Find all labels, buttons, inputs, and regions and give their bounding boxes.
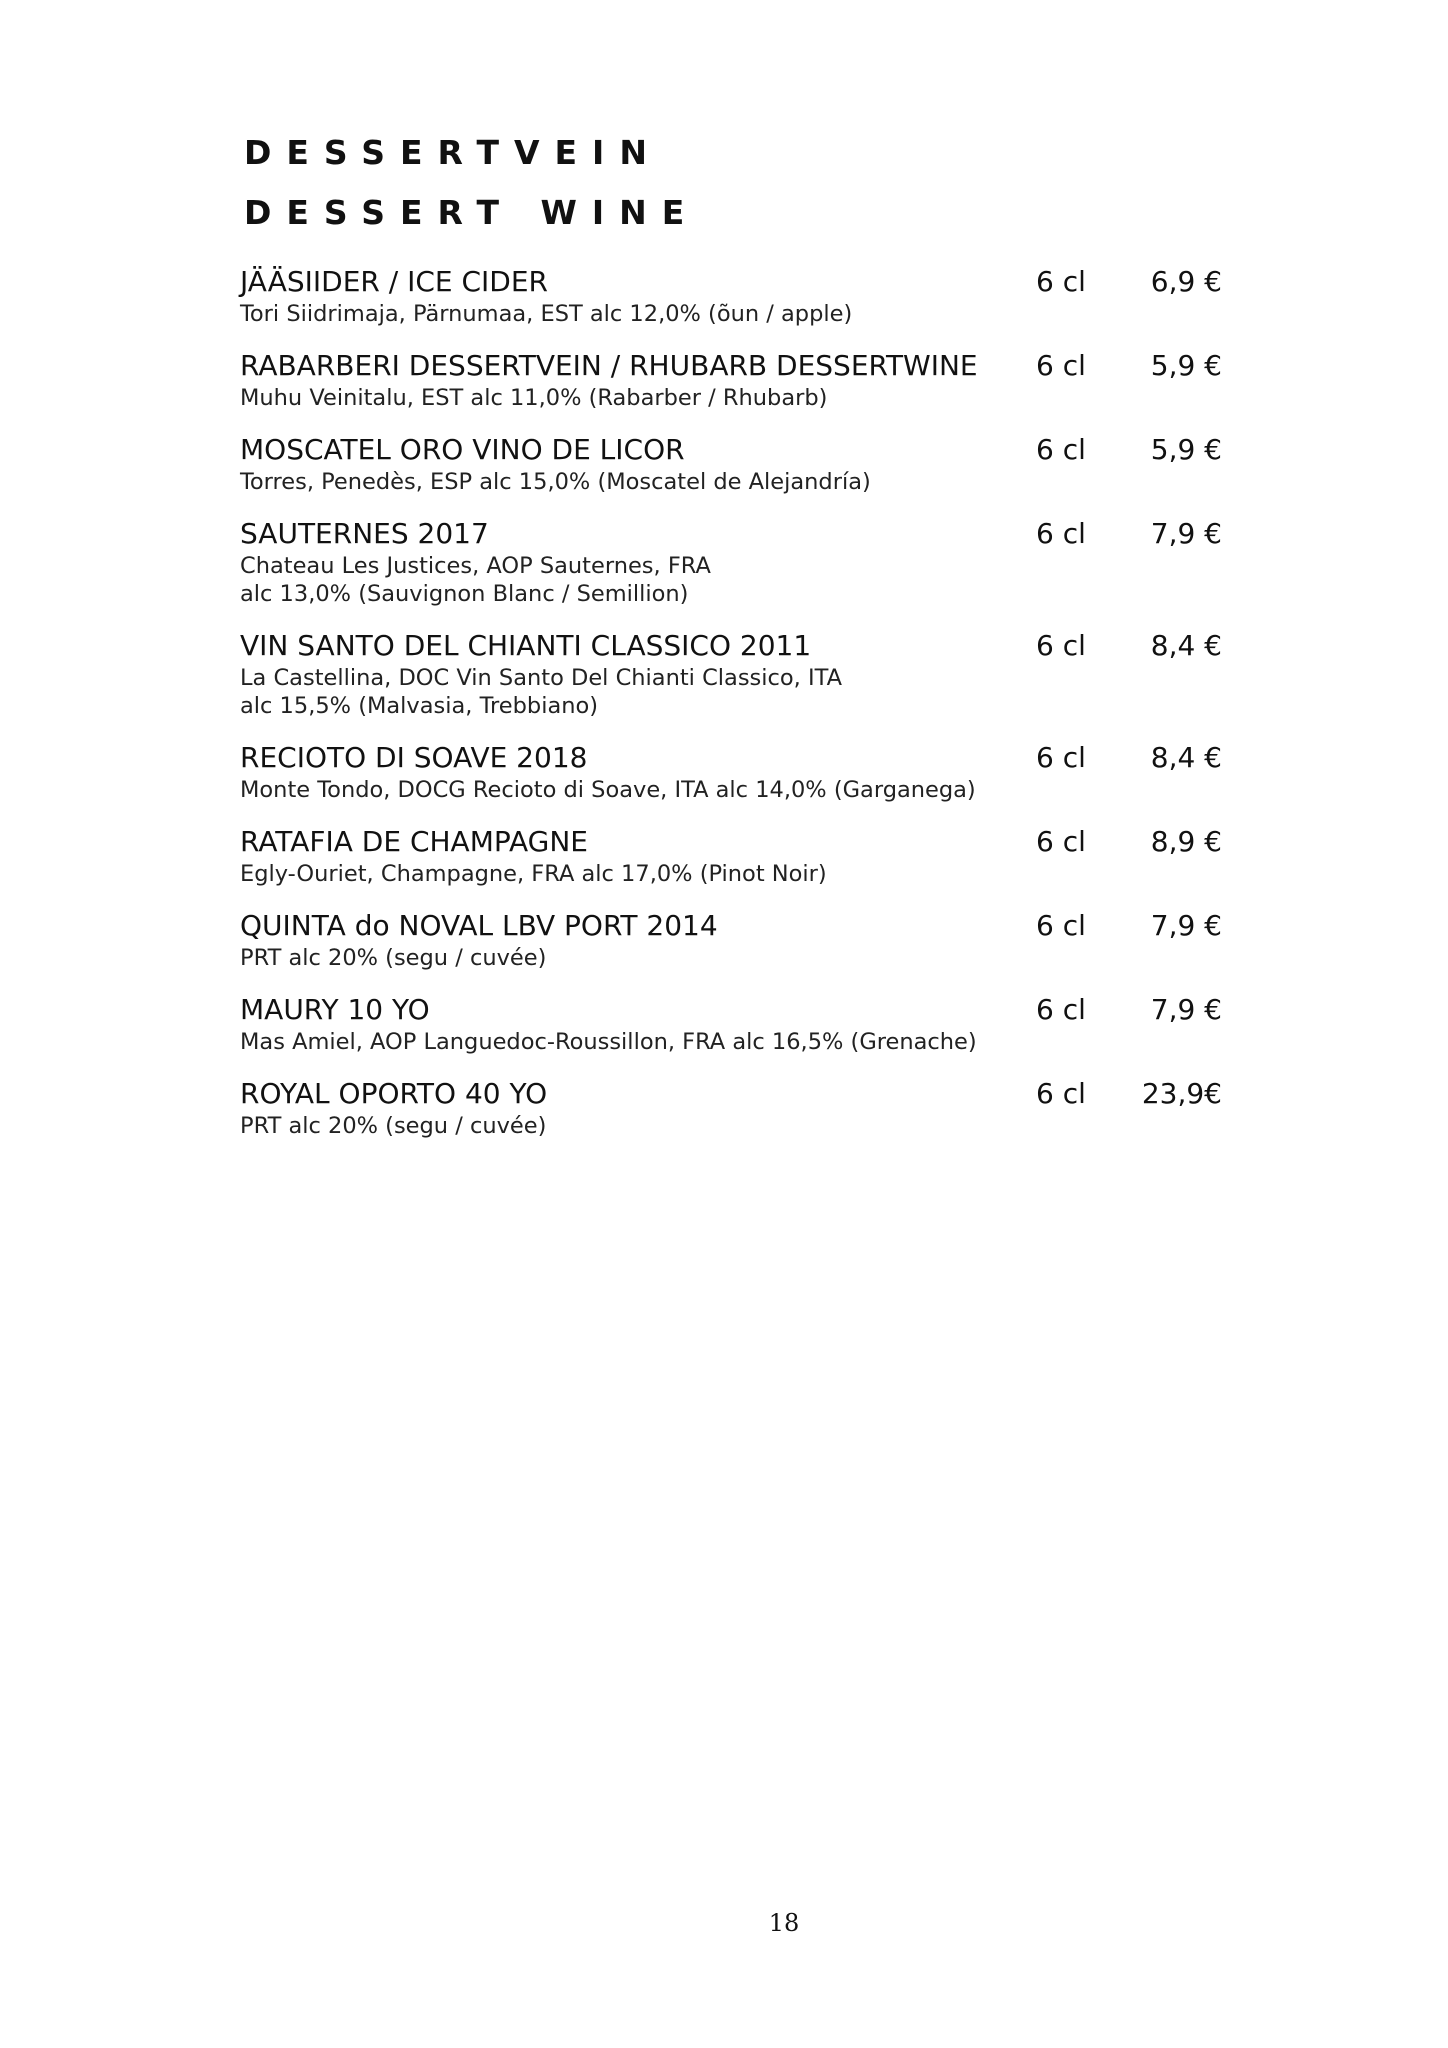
wine-name: ROYAL OPORTO 40 YO	[240, 1077, 548, 1110]
wine-volume: 6 cl	[1036, 993, 1086, 1026]
wine-item	[240, 516, 1240, 608]
wine-price: 7,9 €	[1150, 909, 1222, 942]
wine-description: PRT alc 20% (segu / cuvée)	[240, 945, 547, 971]
wine-name: RATAFIA DE CHAMPAGNE	[240, 825, 588, 858]
wine-price: 8,9 €	[1150, 825, 1222, 858]
page-number: 18	[768, 1909, 800, 1937]
wine-volume: 6 cl	[1036, 1077, 1086, 1110]
wine-description: alc 13,0% (Sauvignon Blanc / Semillion)	[240, 581, 689, 607]
wine-name: SAUTERNES 2017	[240, 517, 489, 550]
wine-description: Muhu Veinitalu, EST alc 11,0% (Rabarber / Rhubarb)	[240, 385, 828, 411]
wine-volume: 6 cl	[1036, 825, 1086, 858]
wine-name: RABARBERI DESSERTVEIN / RHUBARB DESSERTWINE	[240, 349, 978, 382]
wine-description: alc 15,5% (Malvasia, Trebbiano)	[240, 693, 599, 719]
wine-name: MAURY 10 YO	[240, 993, 430, 1026]
wine-description: Egly-Ouriet, Champagne, FRA alc 17,0% (Pinot Noir)	[240, 861, 827, 887]
heading-estonian: DESSERTVEIN	[244, 133, 662, 172]
wine-item	[240, 908, 1240, 972]
wine-volume: 6 cl	[1036, 433, 1086, 466]
wine-item	[240, 992, 1240, 1056]
wine-name: RECIOTO DI SOAVE 2018	[240, 741, 588, 774]
wine-name: VIN SANTO DEL CHIANTI CLASSICO 2011	[240, 629, 812, 662]
wine-volume: 6 cl	[1036, 741, 1086, 774]
wine-name: QUINTA do NOVAL LBV PORT 2014	[240, 909, 718, 942]
wine-description: Torres, Penedès, ESP alc 15,0% (Moscatel de Alejandría)	[240, 469, 871, 495]
wine-volume: 6 cl	[1036, 517, 1086, 550]
wine-price: 6,9 €	[1150, 265, 1222, 298]
wine-description: La Castellina, DOC Vin Santo Del Chianti Classico, ITA	[240, 665, 842, 691]
wine-name: MOSCATEL ORO VINO DE LICOR	[240, 433, 685, 466]
heading-english: DESSERT WINE	[244, 193, 700, 232]
wine-description: Chateau Les Justices, AOP Sauternes, FRA	[240, 553, 711, 579]
wine-price: 5,9 €	[1150, 349, 1222, 382]
wine-price: 7,9 €	[1150, 517, 1222, 550]
wine-price: 8,4 €	[1150, 741, 1222, 774]
wine-volume: 6 cl	[1036, 629, 1086, 662]
wine-price: 7,9 €	[1150, 993, 1222, 1026]
wine-item	[240, 1076, 1240, 1140]
wine-item	[240, 432, 1240, 496]
wine-description: Mas Amiel, AOP Languedoc-Roussillon, FRA alc 16,5% (Grenache)	[240, 1029, 977, 1055]
wine-description: PRT alc 20% (segu / cuvée)	[240, 1113, 547, 1139]
wine-item	[240, 740, 1240, 804]
wine-name: JÄÄSIIDER / ICE CIDER	[240, 265, 548, 298]
wine-item	[240, 264, 1240, 328]
wine-item	[240, 348, 1240, 412]
wine-volume: 6 cl	[1036, 265, 1086, 298]
wine-volume: 6 cl	[1036, 909, 1086, 942]
wine-description: Tori Siidrimaja, Pärnumaa, EST alc 12,0% (õun / apple)	[240, 301, 853, 327]
wine-item	[240, 628, 1240, 720]
wine-item	[240, 824, 1240, 888]
wine-description: Monte Tondo, DOCG Recioto di Soave, ITA alc 14,0% (Garganega)	[240, 777, 976, 803]
wine-volume: 6 cl	[1036, 349, 1086, 382]
wine-price: 23,9€	[1141, 1077, 1222, 1110]
wine-list	[240, 264, 1240, 1160]
wine-price: 5,9 €	[1150, 433, 1222, 466]
wine-price: 8,4 €	[1150, 629, 1222, 662]
